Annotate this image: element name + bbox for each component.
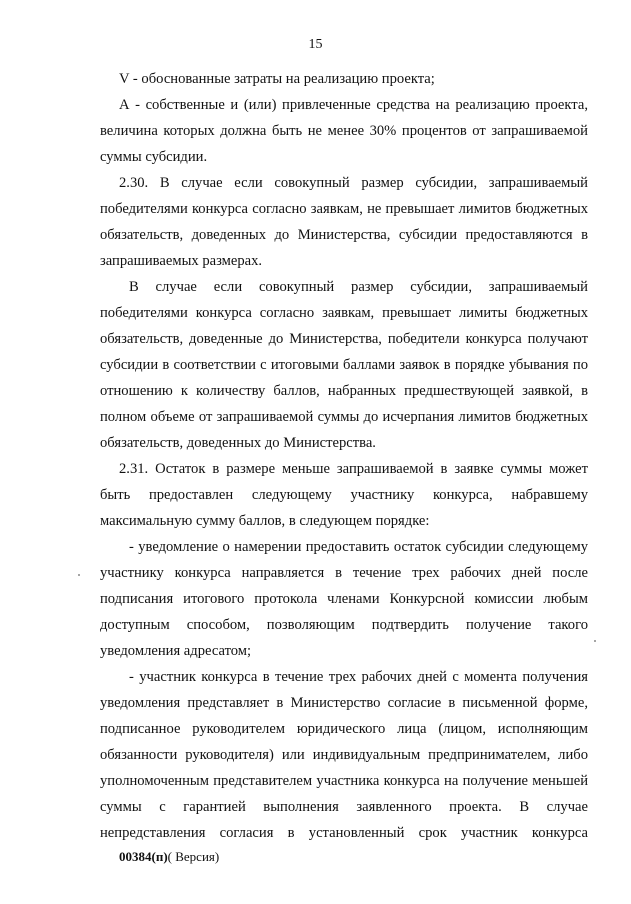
scan-speck <box>594 640 596 642</box>
text-line: запрашиваемых размерах. <box>100 253 263 269</box>
text-line: обязательств, доведенных до Министерства, субсидии предоставляются в <box>100 227 588 243</box>
text-line: полном объеме от запрашиваемой суммы до исчерпания лимитов бюджетных <box>100 409 588 425</box>
text-line: 2.31. Остаток в размере меньше запрашиваемой в заявке суммы может <box>119 461 588 477</box>
scan-speck <box>78 574 80 576</box>
text-line: А - собственные и (или) привлеченные средства на реализацию проекта, <box>119 97 588 113</box>
body-text <box>100 66 588 846</box>
text-line: максимальную сумму баллов, в следующем порядке: <box>100 513 430 529</box>
text-line: уполномоченным представителем участника конкурса на получение меньшей <box>100 773 588 789</box>
text-line: уведомления представляет в Министерство согласие в письменной форме, <box>100 695 588 711</box>
text-line: суммы с гарантией выполнения заявленного проекта. В случае <box>100 799 588 815</box>
text-line: величина которых должна быть не менее 30% процентов от запрашиваемой <box>100 123 588 139</box>
text-line: уведомления адресатом; <box>100 643 252 659</box>
text-line: субсидии в соответствии с итоговыми баллами заявок в порядке убывания по <box>100 357 588 373</box>
text-line: участнику конкурса направляется в течение трех рабочих дней после <box>100 565 588 581</box>
text-line: быть предоставлен следующему участнику конкурса, набравшему <box>100 487 588 503</box>
text-line: победителями конкурса согласно заявкам, превышает лимиты бюджетных <box>100 305 588 321</box>
document-code: 00384(п) <box>119 849 168 864</box>
text-line: непредставления согласия в установленный срок участник конкурса <box>100 825 588 841</box>
text-line: обязательств, доведенных до Министерства. <box>100 435 376 451</box>
text-line: В случае если совокупный размер субсидии, запрашиваемый <box>129 279 588 295</box>
text-line: 2.30. В случае если совокупный размер субсидии, запрашиваемый <box>119 175 588 191</box>
footer <box>119 849 219 865</box>
text-line: обязательств, доведенные до Министерства, победители конкурса получают <box>100 331 588 347</box>
text-line: суммы субсидии. <box>100 149 208 165</box>
text-line: V - обоснованные затраты на реализацию проекта; <box>119 71 435 87</box>
text-line: победителями конкурса согласно заявкам, не превышает лимитов бюджетных <box>100 201 588 217</box>
page-number: 15 <box>308 37 323 52</box>
text-line: подписания итогового протокола членами Конкурсной комиссии любым <box>100 591 588 607</box>
text-line: - участник конкурса в течение трех рабочих дней с момента получения <box>129 669 588 685</box>
text-line: подписанное руководителем юридического лица (лицом, исполняющим <box>100 721 588 737</box>
text-line: отношению к количеству баллов, набранных предшествующей заявкой, в <box>100 383 588 399</box>
text-line: доступным способом, позволяющим подтвердить получение такого <box>100 617 588 633</box>
text-line: - уведомление о намерении предоставить остаток субсидии следующему <box>129 539 588 555</box>
document-version: ( Версия) <box>167 849 220 864</box>
text-line: обязанности руководителя) или индивидуальным предпринимателем, либо <box>100 747 588 763</box>
